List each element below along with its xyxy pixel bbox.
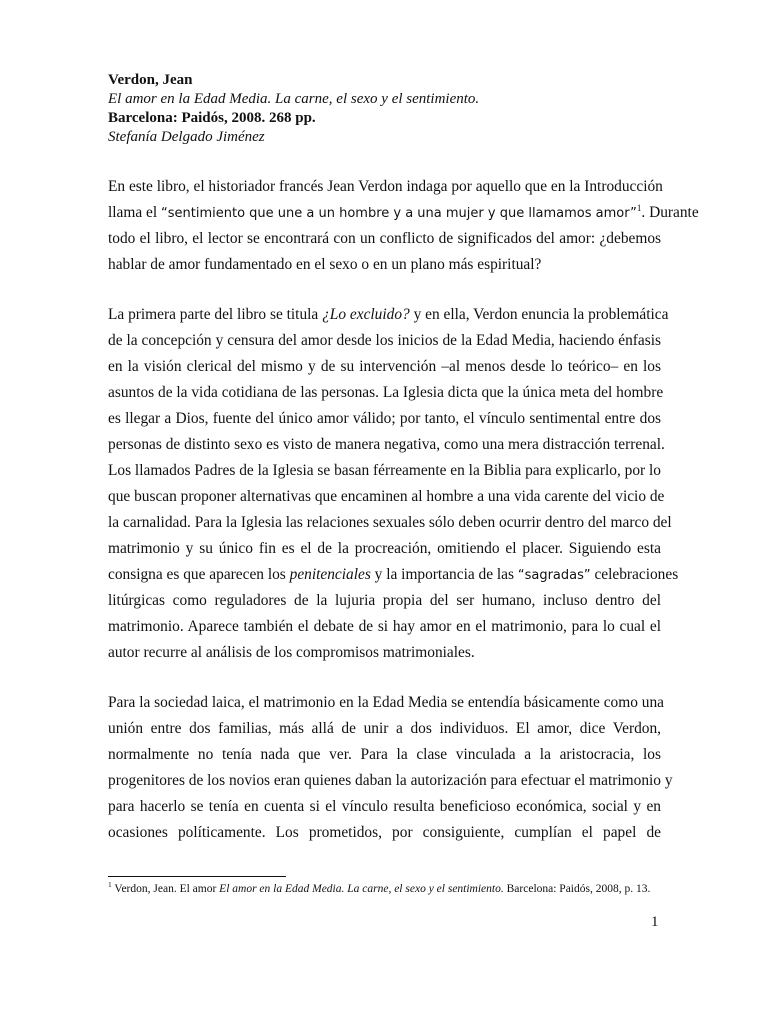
paragraph-line: la carnalidad. Para la Iglesia las relaciones sexuales sólo deben ocurrir dentro del marco del <box>108 514 672 531</box>
text-span: . Durante <box>641 204 699 221</box>
text-span: consigna es que aparecen los <box>108 566 290 583</box>
page-number: 1 <box>651 914 659 930</box>
book-publisher: Barcelona: Paidós, 2008. 268 pp. <box>108 110 316 126</box>
paragraph-line: normalmente no tenía nada que ver. Para la clase vinculada a la aristocracia, los <box>108 746 661 763</box>
footnote-number: 1 <box>108 880 112 890</box>
paragraph-line <box>108 305 669 325</box>
paragraph-line: en la visión clerical del mismo y de su intervención –al menos desde lo teórico– en los <box>108 358 661 375</box>
paragraph-line: asuntos de la vida cotidiana de las personas. La Iglesia dicta que la única meta del hombre <box>108 384 664 401</box>
emphasized-term: penitenciales <box>289 566 371 583</box>
paragraph-line: de la concepción y censura del amor desde los inicios de la Edad Media, haciendo énfasis <box>108 332 661 349</box>
paragraph-line: litúrgicas como reguladores de la lujuria propia del ser humano, incluso dentro del <box>108 592 661 609</box>
paragraph-line: Para la sociedad laica, el matrimonio en la Edad Media se entendía básicamente como una <box>108 694 664 711</box>
paragraph-line: hablar de amor fundamentado en el sexo o en un plano más espiritual? <box>108 256 542 273</box>
paragraph-line: que buscan proponer alternativas que encaminen al hombre a una vida carente del vicio de <box>108 488 665 505</box>
section-title: ¿Lo excluido? <box>322 306 410 323</box>
paragraph-line: matrimonio y su único fin es el de la procreación, omitiendo el placer. Siguiendo esta <box>108 540 661 557</box>
paragraph-line <box>108 565 679 586</box>
paragraph-line: Los llamados Padres de la Iglesia se basan férreamente en la Biblia para explicarlo, por lo <box>108 462 661 479</box>
text-span: La primera parte del libro se titula <box>108 306 323 323</box>
book-title: El amor en la Edad Media. La carne, el sexo y el sentimiento. <box>108 91 480 107</box>
text-span: celebraciones <box>590 566 679 583</box>
text-span: y en ella, Verdon enuncia la problemática <box>409 306 669 323</box>
footnote-reference[interactable]: 1 <box>636 202 642 213</box>
quoted-text: “sentimiento que une a un hombre y a una mujer y que llamamos amor” <box>161 206 637 221</box>
text-span: Barcelona: Paidós, 2008, p. 13. <box>503 883 651 895</box>
footnote-separator <box>108 876 286 877</box>
text-span: llama el <box>108 204 161 221</box>
footnote-book-title: El amor en la Edad Media. La carne, el sexo y el sentimiento. <box>219 883 504 895</box>
paragraph-line: para hacerlo se tenía en cuenta si el vínculo resulta beneficioso económica, social y en <box>108 798 661 815</box>
paragraph-line: autor recurre al análisis de los compromisos matrimoniales. <box>108 644 475 661</box>
quoted-text: “sagradas” <box>517 568 591 583</box>
paragraph-line: progenitores de los novios eran quienes daban la autorización para efectuar el matrimonio y <box>108 772 673 789</box>
paragraph-line: unión entre dos familias, más allá de unir a dos individuos. El amor, dice Verdon, <box>108 720 661 737</box>
text-span: Verdon, Jean. El amor <box>111 883 220 895</box>
paragraph-line: matrimonio. Aparece también el debate de si hay amor en el matrimonio, para lo cual el <box>108 618 661 635</box>
paragraph-line <box>108 202 699 224</box>
paragraph-line: es llegar a Dios, fuente del único amor válido; por tanto, el vínculo sentimental entre dos <box>108 410 661 427</box>
paragraph-line: todo el libro, el lector se encontrará con un conflicto de significados del amor: ¿debemos <box>108 230 661 247</box>
book-author: Verdon, Jean <box>108 72 193 88</box>
footnote <box>108 882 650 897</box>
text-span: y la importancia de las <box>370 566 518 583</box>
paragraph-line: ocasiones políticamente. Los prometidos, por consiguiente, cumplían el papel de <box>108 824 661 841</box>
paragraph-line: En este libro, el historiador francés Jean Verdon indaga por aquello que en la Introducción <box>108 178 663 195</box>
reviewer-name: Stefanía Delgado Jiménez <box>108 129 265 145</box>
paragraph-line: personas de distinto sexo es visto de manera negativa, como una mera distracción terrenal. <box>108 436 665 453</box>
